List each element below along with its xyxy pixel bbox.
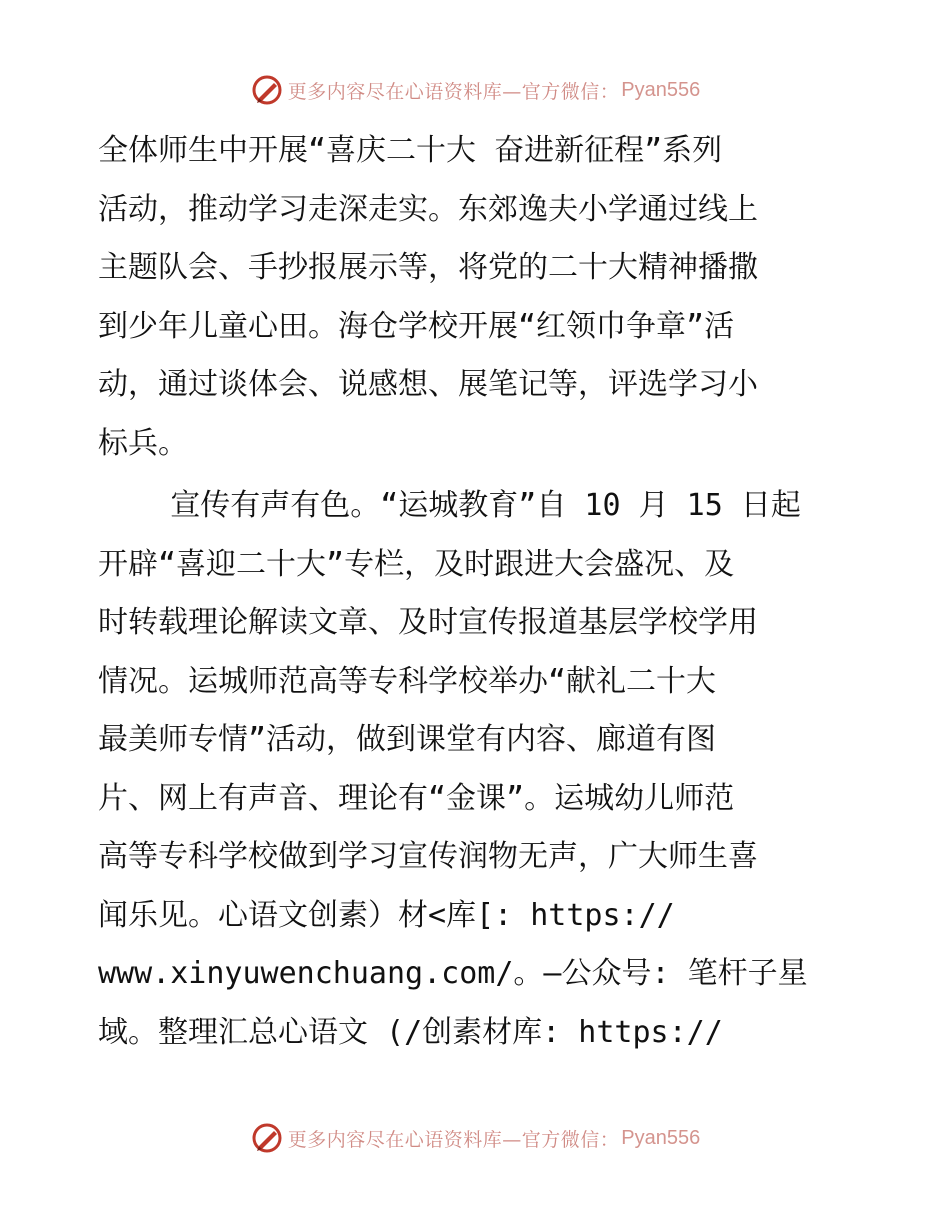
text-line: 时转载理论解读文章、及时宣传报道基层学校学用 bbox=[98, 605, 758, 640]
header-banner-text: 更多内容尽在心语资料库—官方微信： bbox=[287, 80, 620, 103]
text-line: 活动，推动学习走深走实。东郊逸夫小学通过线上 bbox=[98, 191, 758, 227]
footer-banner-text: 更多内容尽在心语资料库—官方微信： bbox=[287, 1128, 620, 1151]
text-line: 片、网上有声音、理论有“金课”。运城幼儿师范 bbox=[98, 780, 735, 816]
text-line: 动，通过谈体会、说感想、展笔记等，评选学习小 bbox=[98, 367, 758, 402]
text-line: 域。整理汇总心语文 (/创素材库: https:// bbox=[98, 1014, 723, 1050]
text-line: 主题队会、手抄报展示等，将党的二十大精神播撒 bbox=[98, 250, 758, 285]
footer-banner-wechat-id: Pyan556 bbox=[621, 1126, 701, 1149]
text-line: 开辟“喜迎二十大”专栏，及时跟进大会盛况、及 bbox=[98, 546, 735, 582]
document-body bbox=[98, 122, 858, 1062]
header-banner-wechat-id: Pyan556 bbox=[621, 78, 701, 101]
text-line: 到少年儿童心田。海仓学校开展“红领巾争章”活 bbox=[98, 308, 735, 344]
text-line: 标兵。 bbox=[98, 425, 188, 461]
text-line: 最美师专情”活动，做到课堂有内容、廊道有图 bbox=[98, 722, 717, 757]
pen-logo-icon bbox=[250, 73, 284, 107]
text-line: www.xinyuwenchuang.com/。—公众号: 笔杆子星 bbox=[98, 956, 808, 991]
text-line: 闻乐见。心语文创素）材<库[: https:// bbox=[98, 897, 675, 933]
text-line: 情况。运城师范高等专科学校举办“献礼二十大 bbox=[98, 663, 717, 699]
text-line: 宣传有声有色。“运城教育”自 10 月 15 日起 bbox=[98, 488, 801, 523]
paragraph-2 bbox=[98, 477, 858, 1062]
pen-logo-icon bbox=[250, 1121, 284, 1155]
header-banner bbox=[0, 70, 950, 110]
text-line: 全体师生中开展“喜庆二十大 奋进新征程”系列 bbox=[98, 133, 723, 168]
text-line: 高等专科学校做到学习宣传润物无声，广大师生喜 bbox=[98, 839, 758, 874]
footer-banner bbox=[0, 1118, 950, 1158]
paragraph-1 bbox=[98, 122, 858, 473]
